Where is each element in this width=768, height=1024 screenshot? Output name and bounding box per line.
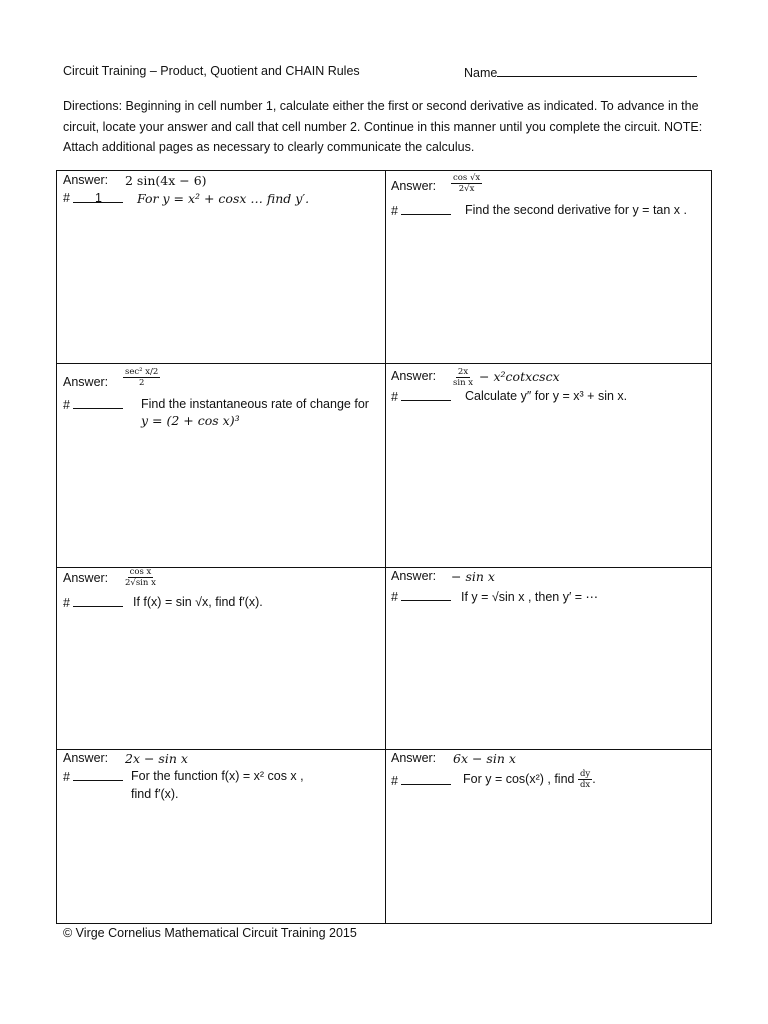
answer-value: 2 sin(4x − 6) — [125, 173, 207, 188]
circuit-cell — [63, 173, 379, 361]
fraction-numerator: cos √x — [453, 173, 481, 183]
answer-value — [123, 567, 158, 588]
circuit-cell — [63, 567, 379, 745]
derivative-fraction — [578, 769, 592, 790]
cell-number-blank[interactable] — [401, 203, 451, 215]
circuit-cell — [63, 753, 379, 921]
circuit-grid — [56, 170, 712, 924]
answer-label: Answer: — [391, 179, 437, 193]
hash-label: # — [391, 590, 398, 604]
answer-label: Answer: — [63, 375, 109, 389]
grid-vertical-divider — [385, 171, 386, 923]
name-field[interactable] — [464, 64, 697, 80]
fraction-numerator: dy — [579, 769, 591, 779]
hash-label: # — [391, 204, 398, 218]
cell-prompt: For y = x² + cosx … find y′. — [137, 191, 310, 206]
circuit-cell — [391, 173, 707, 361]
grid-row-divider — [57, 749, 711, 750]
cell-number-line — [391, 589, 451, 604]
name-blank[interactable] — [497, 64, 697, 77]
cell-number-blank[interactable] — [401, 589, 451, 601]
cell-number-line — [63, 595, 123, 610]
answer-tail: − x²cotxcscx — [479, 369, 560, 384]
answer-fraction — [451, 173, 482, 194]
worksheet-header — [63, 64, 703, 86]
hash-label: # — [63, 398, 70, 412]
cell-number-line — [391, 773, 451, 788]
fraction-numerator: sec² x/2 — [125, 367, 159, 377]
cell-number-line — [63, 769, 123, 784]
cell-prompt: Find the instantaneous rate of change for — [141, 397, 369, 411]
answer-label: Answer: — [391, 751, 437, 765]
hash-label: # — [63, 191, 70, 205]
cell-prompt: Find the second derivative for y = tan x . — [465, 203, 687, 217]
circuit-cell — [391, 571, 707, 745]
directions-text: Directions: Beginning in cell number 1, calculate either the first or second derivative as indicated. To advance in the circuit, locate your answer and call that cell number 2. Continue in this manner until you complete the circuit. NOTE: Attach additional pages as necessary to clearly communicate the calculus. — [63, 99, 703, 154]
cell-number-blank[interactable] — [401, 389, 451, 401]
cell-prompt-text: For y = cos(x²) , find — [463, 771, 575, 786]
circuit-cell — [63, 367, 379, 563]
answer-label: Answer: — [391, 369, 437, 383]
answer-label: Answer: — [391, 569, 437, 583]
fraction-denominator: sin x — [453, 378, 474, 388]
answer-fraction — [123, 367, 160, 388]
cell-prompt: Calculate y″ for y = x³ + sin x. — [465, 389, 628, 403]
answer-label: Answer: — [63, 751, 109, 765]
fraction-denominator: 2√sin x — [125, 578, 156, 588]
fraction-denominator: 2 — [138, 378, 145, 388]
cell-number-line — [63, 397, 123, 412]
fraction-denominator: dx — [579, 780, 591, 790]
answer-fraction — [451, 367, 475, 388]
answer-value: − sin x — [451, 569, 495, 584]
grid-row-divider — [57, 363, 711, 364]
hash-label: # — [63, 770, 70, 784]
circuit-cell — [391, 367, 707, 563]
answer-label: Answer: — [63, 571, 109, 585]
cell-number-blank[interactable] — [73, 595, 123, 607]
cell-prompt-formula: y = (2 + cos x)³ — [141, 413, 240, 428]
cell-prompt: For the function f(x) = x² cos x , — [131, 769, 304, 783]
hash-label: # — [391, 390, 398, 404]
answer-label: Answer: — [63, 173, 109, 187]
cell-prompt: If f(x) = sin √x, find f′(x). — [133, 595, 263, 609]
worksheet-title: Circuit Training – Product, Quotient and CHAIN Rules — [63, 64, 360, 78]
cell-number-line — [63, 191, 123, 205]
cell-prompt: If y = √sin x , then y′ = ⋯ — [461, 590, 599, 604]
cell-number-blank[interactable] — [73, 397, 123, 409]
answer-value — [123, 367, 160, 388]
copyright-footer: © Virge Cornelius Mathematical Circuit Training 2015 — [63, 926, 357, 940]
answer-value: 2x − sin x — [125, 751, 188, 766]
cell-prompt — [463, 769, 596, 790]
cell-prompt-continued: find f′(x). — [131, 787, 179, 801]
fraction-numerator: cos x — [129, 567, 152, 577]
answer-value: 6x − sin x — [453, 751, 516, 766]
answer-value — [451, 367, 560, 388]
circuit-cell — [391, 753, 707, 921]
fraction-denominator: 2√x — [458, 184, 475, 194]
cell-prompt-tail: . — [592, 771, 596, 786]
cell-number-line — [391, 203, 451, 218]
name-label: Name — [464, 66, 498, 80]
cell-number-blank[interactable]: 1 — [73, 191, 123, 203]
answer-value — [451, 173, 482, 194]
cell-number-line — [391, 389, 451, 404]
cell-number-blank[interactable] — [73, 769, 123, 781]
answer-fraction — [123, 567, 158, 588]
fraction-numerator: 2x — [457, 367, 469, 377]
cell-number-blank[interactable] — [401, 773, 451, 785]
hash-label: # — [391, 774, 398, 788]
hash-label: # — [63, 596, 70, 610]
